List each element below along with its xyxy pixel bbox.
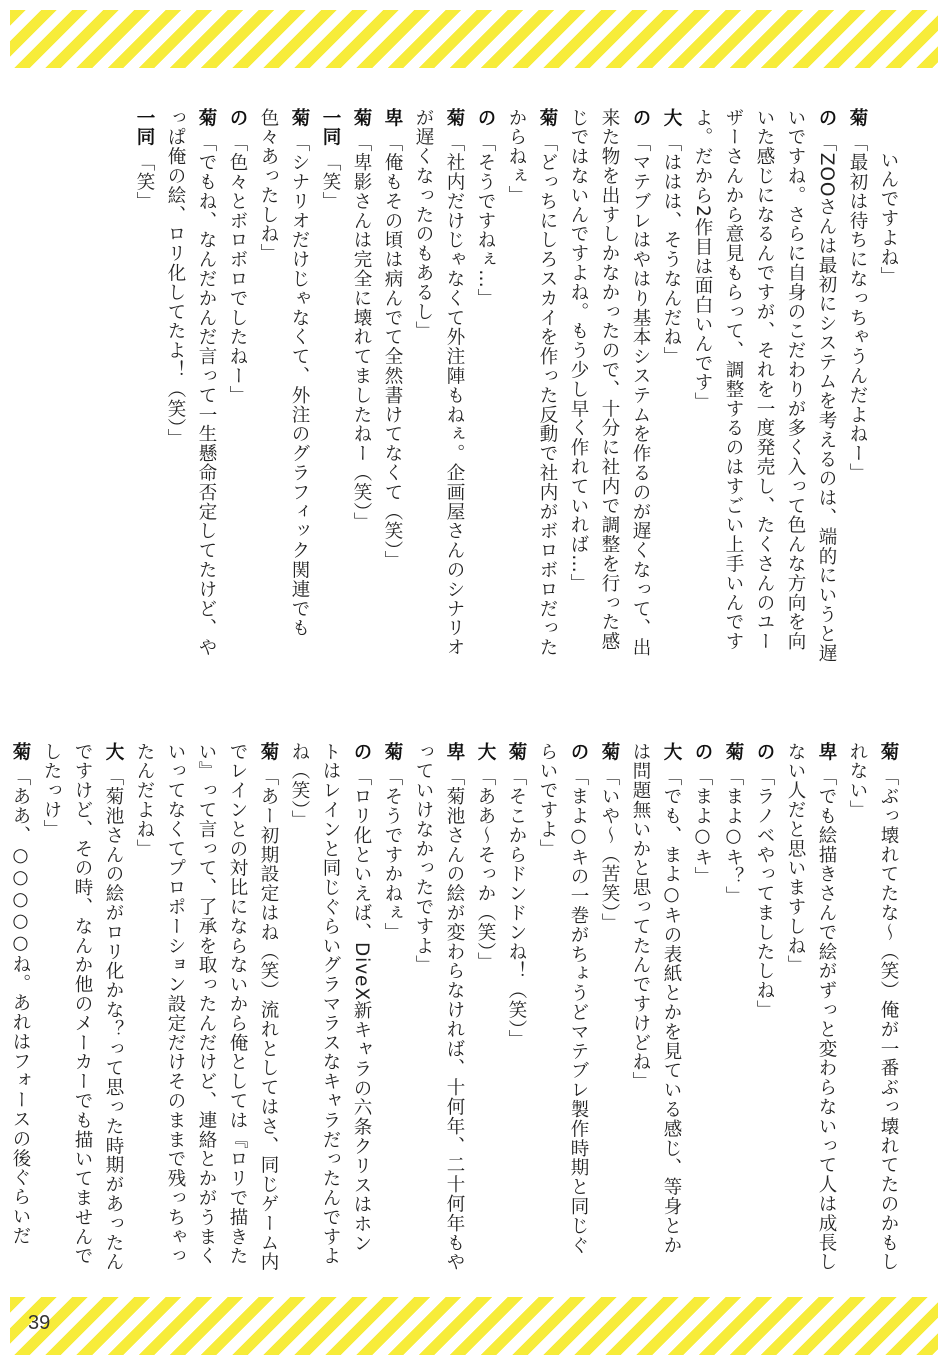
dialogue-line xyxy=(408,108,470,668)
dialogue-text: 「まよ○キ？」 xyxy=(723,767,744,906)
dialogue-text: 「卑影さんは完全に壊れてましたねー（笑）」 xyxy=(351,133,372,532)
speaker-label: 菊 xyxy=(878,742,899,762)
dialogue-line xyxy=(160,108,222,668)
dialogue-text: 「そうですかねぇ」 xyxy=(382,767,403,943)
top-stripe-band xyxy=(10,10,938,68)
speaker-label: の xyxy=(630,108,651,128)
speaker-label: 一同 xyxy=(134,108,155,147)
dialogue-line xyxy=(501,742,532,1272)
speaker-label: 菊 xyxy=(289,108,310,128)
dialogue-line xyxy=(842,742,904,1272)
dialogue-line xyxy=(129,742,284,1272)
speaker-label: 菊 xyxy=(537,108,558,128)
dialogue-line xyxy=(377,742,408,1272)
dialogue-text: 「でもね、なんだかんだ言って一生懸命否定してたけど、やっぱ俺の絵、ロリ化してたよ！（笑）」 xyxy=(165,108,217,658)
dialogue-text: 「そこからドンドンね！（笑）」 xyxy=(506,767,527,1050)
speaker-label: の xyxy=(816,108,837,128)
speaker-label: 卑 xyxy=(444,742,465,762)
dialogue-text: 「まよ○キ」 xyxy=(692,767,713,887)
dialogue-text: 「俺もその頃は病んでて全然書けてなくて（笑）」 xyxy=(382,133,403,571)
page-number: 39 xyxy=(28,1312,51,1334)
dialogue-text: 「笑」 xyxy=(320,152,341,212)
dialogue-text: 「まよ○キの一巻がちょうどマテブレ製作時期と同じぐらいですよ」 xyxy=(537,742,589,1255)
dialogue-text: 「菊池さんの絵がロリ化かな？って思った時期があったんですけど、その時、なんか他のメーカーでも描いてませんでしたっけ」 xyxy=(41,742,124,1272)
speaker-label: 菊 xyxy=(351,108,372,128)
dialogue-text: 「社内だけじゃなくて外注陣もねぇ。企画屋さんのシナリオが遅くなったのもあるし」 xyxy=(413,108,465,658)
dialogue-text: 「あー初期設定はね（笑）流れとしてはさ、同じゲーム内でレインとの対比にならないから俺としては『ロリで描きたい』って言って、了承を取ったんだけど、連絡とかがうまくいってなくてプロポーション設定だけそのままで残っちゃったんだよね」 xyxy=(134,742,279,1272)
speaker-label: の xyxy=(227,108,248,128)
speaker-label: 菊 xyxy=(258,742,279,762)
dialogue-line xyxy=(0,742,36,1272)
dialogue-line xyxy=(594,742,625,1272)
dialogue-text: 「でも、まよ○キの表紙とかを見ている感じ、等身とかは問題無いかと思ってたんですけどね」 xyxy=(630,742,682,1255)
speaker-label: 菊 xyxy=(506,742,527,762)
dialogue-text: 「いや〜（苦笑）」 xyxy=(599,767,620,933)
dialogue-line xyxy=(377,108,408,668)
dialogue-line xyxy=(470,108,501,668)
dialogue-text: 「菊池さんの絵が変わらなければ、十何年、二十何年もやっていけなかったですよ」 xyxy=(413,742,465,1272)
dialogue-line xyxy=(749,742,780,1272)
dialogue-line xyxy=(470,742,501,1272)
dialogue-line xyxy=(129,108,160,668)
dialogue-line xyxy=(873,108,904,668)
dialogue-line xyxy=(532,742,594,1272)
dialogue-text: 「ロリ化といえば、DiveX新キャラの六条クリスはホントはレインと同じぐらいグラマラスなキャラだったんですよね（笑）」 xyxy=(289,742,372,1266)
speaker-label: の xyxy=(754,742,775,762)
dialogue-line xyxy=(315,108,346,668)
dialogue-text: 「でも絵描きさんで絵がずっと変わらないって人は成長しない人だと思いますしね」 xyxy=(785,742,837,1272)
speaker-label: 菊 xyxy=(847,108,868,128)
dialogue-text: 「ぶっ壊れてたな〜（笑）俺が一番ぶっ壊れてたのかもしれない」 xyxy=(847,742,899,1272)
speaker-label: の xyxy=(692,742,713,762)
dialogue-text: 「シナリオだけじゃなくて、外注のグラフィック関連でも色々あったしね」 xyxy=(258,108,310,638)
dialogue-text: 「笑」 xyxy=(134,152,155,212)
dialogue-line xyxy=(718,742,749,1272)
speaker-label: 一同 xyxy=(320,108,341,147)
speaker-label: 卑 xyxy=(816,742,837,762)
dialogue-line xyxy=(687,742,718,1272)
dialogue-line xyxy=(408,742,470,1272)
dialogue-text: 「ZOOさんは最初にシステムを考えるのは、端的にいうと遅いですね。さらに自身のこだわりが多く入って色んな方向を向いた感じになるんですが、それを一度発売し、たくさんのユーザーさんから意見もらって、調整するのはすごい上手いんですよ。だから2作目は面白いんです」 xyxy=(692,108,837,663)
dialogue-text: 「ラノベやってましたしね」 xyxy=(754,767,775,1020)
dialogue-line xyxy=(36,742,129,1272)
speaker-label: 菊 xyxy=(382,742,403,762)
dialogue-text: 「ああ〜そっか（笑）」 xyxy=(475,767,496,972)
dialogue-text: 「色々とボロボロでしたねー」 xyxy=(227,133,248,406)
speaker-label: 菊 xyxy=(196,108,217,128)
dialogue-text: いんですよね」 xyxy=(878,150,899,287)
dialogue-line xyxy=(346,108,377,668)
dialogue-line xyxy=(563,108,656,668)
speaker-label: 菊 xyxy=(599,742,620,762)
speaker-label: 大 xyxy=(475,742,496,762)
speaker-label: 大 xyxy=(661,742,682,762)
speaker-label: の xyxy=(475,108,496,128)
dialogue-text: 「最初は待ちになっちゃうんだよねー」 xyxy=(847,133,868,483)
speaker-label: の xyxy=(568,742,589,762)
speaker-label: 大 xyxy=(103,742,124,762)
dialogue-text: 「どっちにしろスカイを作った反動で社内がボロボロだったからねぇ」 xyxy=(506,108,558,658)
dialogue-text: 「そうですねぇ…」 xyxy=(475,133,496,309)
speaker-label: 大 xyxy=(661,108,682,128)
dialogue-line xyxy=(780,742,842,1272)
speaker-label: 卑 xyxy=(382,108,403,128)
speaker-label: 菊 xyxy=(10,742,31,762)
bottom-stripe-band xyxy=(10,1297,938,1355)
text-column-bottom xyxy=(10,742,904,1272)
dialogue-line xyxy=(222,108,253,668)
dialogue-line xyxy=(284,742,377,1272)
text-column-top xyxy=(24,108,904,668)
dialogue-text: 「マテブレはやはり基本システムを作るのが遅くなって、出来た物を出すしかなかったので、十分に社内で調整を行った感じではないんですよね。もう少し早く作れていれば…」 xyxy=(568,108,651,658)
dialogue-line xyxy=(625,742,687,1272)
dialogue-text: 「ははは、そうなんだね」 xyxy=(661,133,682,367)
speaker-label: の xyxy=(351,742,372,762)
speaker-label: 菊 xyxy=(723,742,744,762)
dialogue-line xyxy=(687,108,842,668)
dialogue-line xyxy=(656,108,687,668)
dialogue-line xyxy=(253,108,315,668)
speaker-label: 菊 xyxy=(444,108,465,128)
dialogue-line xyxy=(501,108,563,668)
dialogue-text: 「ああ、○○○○○ね。あれはフォースの後ぐらいだ xyxy=(10,767,31,1246)
dialogue-line xyxy=(842,108,873,668)
